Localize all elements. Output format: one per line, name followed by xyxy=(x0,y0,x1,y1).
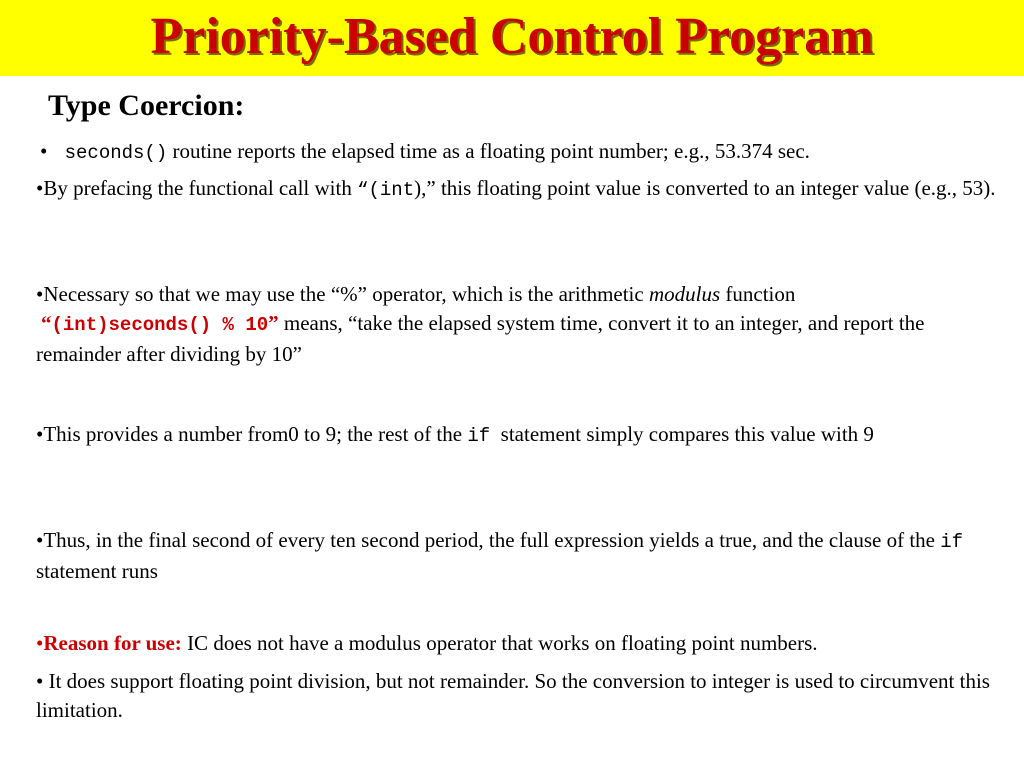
bullet-text-rest: statement simply compares this value with 9 xyxy=(490,422,874,446)
bullet-text-suffix: function xyxy=(720,282,796,306)
section-heading: Type Coercion: xyxy=(48,89,245,122)
bullet-division xyxy=(36,667,1011,725)
open-quote: “ xyxy=(357,179,369,201)
bullet-text: •By prefacing the functional call with xyxy=(36,176,358,200)
expr-open-quote: “ xyxy=(41,311,52,335)
bullet-marker: • xyxy=(40,139,48,163)
bullet-text-rest: this floating point value is converted to an integer value (e.g., 53). xyxy=(435,176,996,200)
bullet-final-second xyxy=(36,526,1011,586)
bullet-reason xyxy=(36,629,1011,658)
expr-close-quote: ” xyxy=(268,311,279,335)
bullet-text: routine reports the elapsed time as a floating point number; e.g., 53.374 sec. xyxy=(172,139,810,163)
bullet-seconds-routine xyxy=(40,137,1015,168)
code-if: if xyxy=(467,425,491,447)
reason-label: Reason for use: xyxy=(43,631,182,655)
slide-title: Priority-Based Control Program xyxy=(150,8,874,65)
bullet-modulus xyxy=(36,280,1011,369)
code-if: if xyxy=(940,531,964,553)
code-seconds: seconds() xyxy=(64,142,168,164)
bullet-range xyxy=(36,420,1011,451)
bullet-text: •This provides a number from0 to 9; the rest of the xyxy=(36,422,468,446)
bullet-text: IC does not have a modulus operator that works on floating point numbers. xyxy=(181,631,818,655)
bullet-text: •Necessary so that we may use the “%” operator, which is the arithmetic xyxy=(36,282,649,306)
code-expression: (int)seconds() % 10 xyxy=(51,314,269,336)
bullet-text-rest: statement runs xyxy=(36,528,974,583)
code-int: (int xyxy=(368,179,415,201)
bullet-text: •Thus, in the final second of every ten second period, the full expression yields a true, and the clause of the xyxy=(36,528,941,552)
close-quote: ),” xyxy=(414,176,436,200)
bullet-text: • It does support floating point division, but not remainder. So the conversion to integer is used to circumvent this limitation. xyxy=(36,669,990,722)
modulus-emphasis: modulus xyxy=(648,282,721,306)
expr-meaning: means, “take the elapsed system time, convert it to an integer, and report the remainder after dividing by 10” xyxy=(36,311,925,366)
bullet-marker: • xyxy=(36,631,44,655)
bullet-prefacing xyxy=(36,174,1011,205)
